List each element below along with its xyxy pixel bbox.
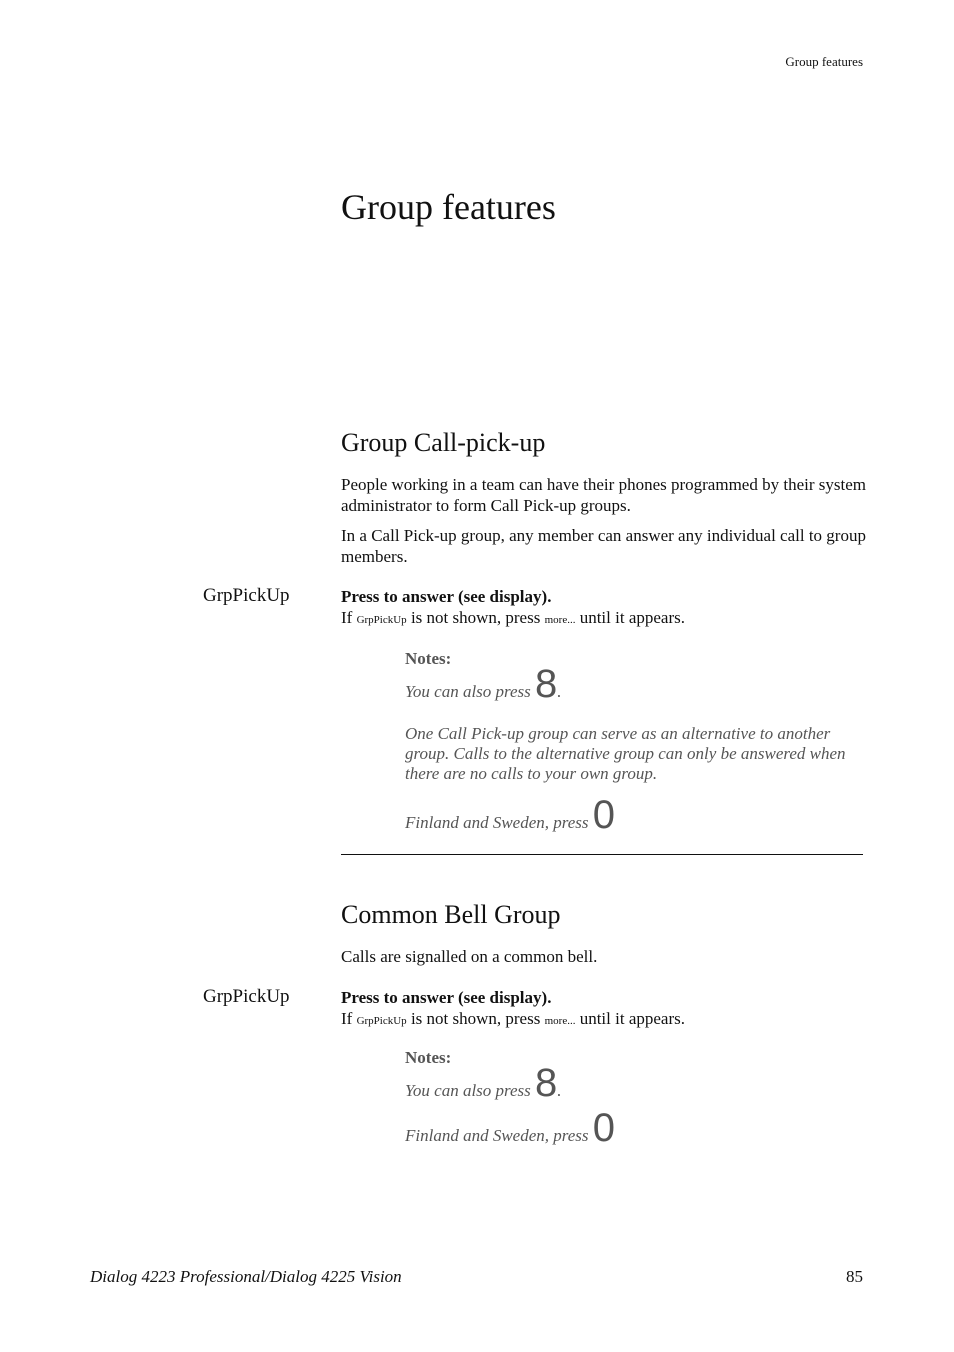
note-3 <box>405 1106 875 1150</box>
note-period: . <box>557 1081 562 1100</box>
instruction-mid: is not shown, press <box>410 1009 541 1028</box>
paragraph: In a Call Pick-up group, any member can answer any individual call to group members. <box>341 526 866 566</box>
note-2: One Call Pick-up group can serve as an alternative to another group. Calls to the alternative group can only be answered when there are no calls to your own group. <box>405 724 846 783</box>
key-label-grppickup: GrpPickUp <box>203 986 290 1007</box>
instruction-more: more... <box>544 1015 576 1027</box>
instruction <box>341 987 871 1032</box>
note-1 <box>405 662 875 706</box>
key-digit-8: 8 <box>535 662 558 706</box>
note-text: You can also press <box>405 1081 531 1100</box>
notes-label: Notes: <box>405 649 452 668</box>
section-title-common-bell-group: Common Bell Group <box>341 900 561 929</box>
notes-label: Notes: <box>405 1048 452 1067</box>
instruction-key: GrpPickUp <box>356 614 407 626</box>
note-text: Finland and Sweden, press <box>405 1126 589 1145</box>
instruction-bold: Press to answer (see display). <box>341 587 552 606</box>
notes-block <box>405 1048 875 1150</box>
note-period: . <box>557 682 562 701</box>
page-number: 85 <box>846 1267 863 1286</box>
key-label-grppickup: GrpPickUp <box>203 585 290 606</box>
section-divider <box>341 854 863 855</box>
page-title: Group features <box>341 187 556 227</box>
instruction-if: If <box>341 1009 353 1028</box>
key-digit-8: 8 <box>535 1061 558 1105</box>
instruction-mid: is not shown, press <box>410 608 541 627</box>
section-title-group-call-pick-up: Group Call-pick-up <box>341 428 546 457</box>
note-3 <box>405 793 875 837</box>
note-1 <box>405 1061 875 1105</box>
instruction <box>341 586 871 631</box>
paragraph: Calls are signalled on a common bell. <box>341 947 598 966</box>
instruction-if: If <box>341 608 353 627</box>
instruction-line <box>341 1008 871 1032</box>
footer-product: Dialog 4223 Professional/Dialog 4225 Vision <box>90 1267 402 1286</box>
paragraph: People working in a team can have their phones programmed by their system administrator to form Call Pick-up groups. <box>341 475 866 515</box>
instruction-line <box>341 607 871 631</box>
instruction-bold: Press to answer (see display). <box>341 988 552 1007</box>
instruction-more: more... <box>544 614 576 626</box>
key-digit-0: 0 <box>592 793 616 837</box>
key-digit-0: 0 <box>592 1106 616 1150</box>
notes-block <box>405 649 875 837</box>
instruction-end: until it appears. <box>579 608 685 627</box>
instruction-key: GrpPickUp <box>356 1015 407 1027</box>
instruction-end: until it appears. <box>579 1009 685 1028</box>
note-text: You can also press <box>405 682 531 701</box>
running-header: Group features <box>785 54 863 69</box>
note-text: Finland and Sweden, press <box>405 813 589 832</box>
